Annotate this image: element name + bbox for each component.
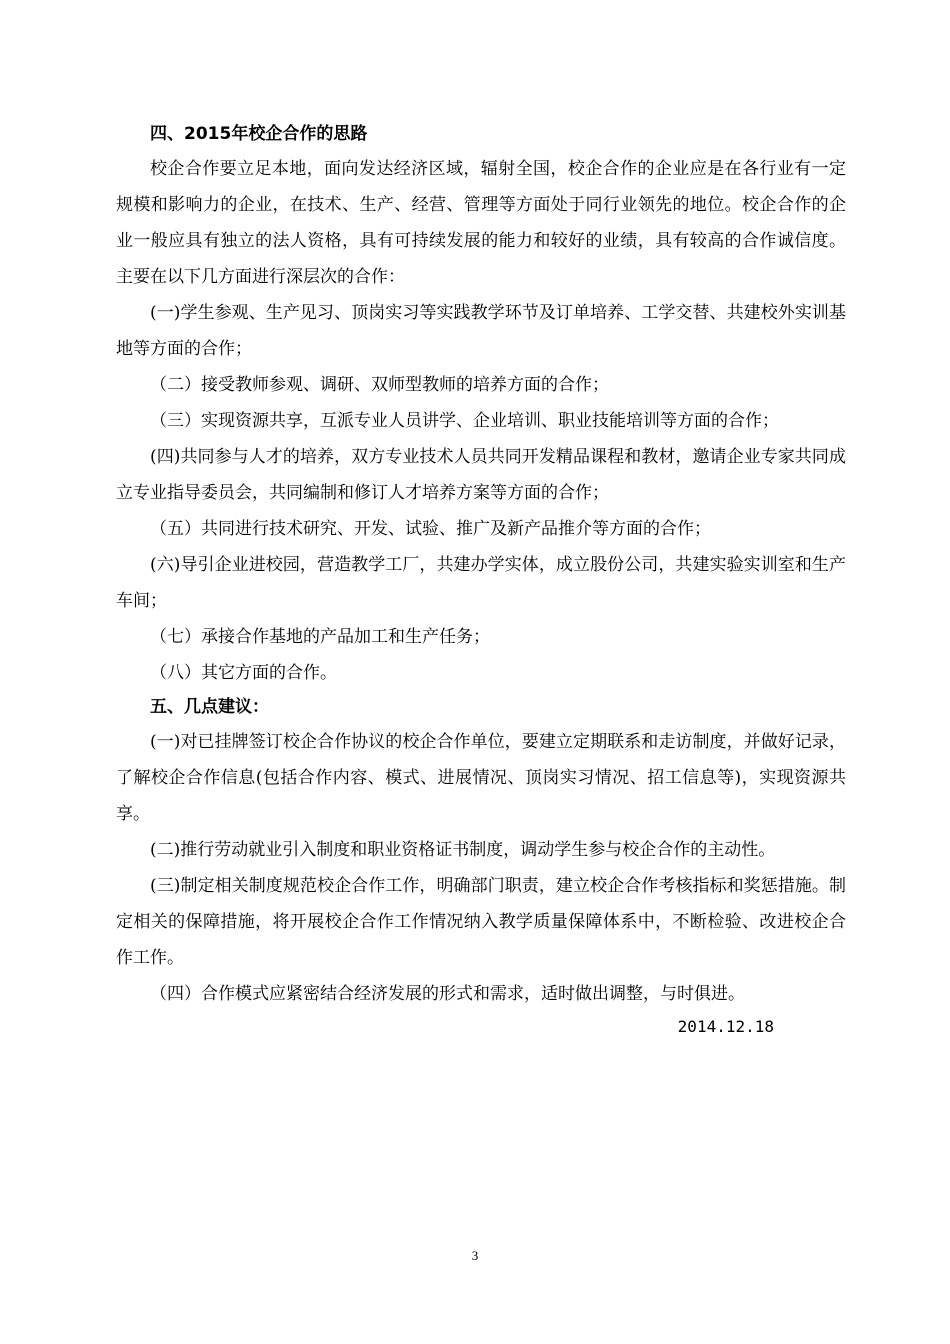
section-4-heading: 四、2015年校企合作的思路 bbox=[150, 124, 368, 144]
section-4-item-6: (六)导引企业进校园，营造教学工厂，共建办学实体，成立股份公司，共建实验实训室和生产车间； bbox=[116, 555, 846, 611]
section-4-item-4: (四)共同参与人才的培养，双方专业技术人员共同开发精品课程和教材，邀请企业专家共同成立专业指导委员会，共同编制和修订人才培养方案等方面的合作； bbox=[116, 447, 846, 503]
section-4-item-8: （八）其它方面的合作。 bbox=[150, 663, 337, 683]
section-5-item-2: (二)推行劳动就业引入制度和职业资格证书制度，调动学生参与校企合作的主动性。 bbox=[150, 840, 776, 860]
section-5-item-3: (三)制定相关制度规范校企合作工作，明确部门职责，建立校企合作考核指标和奖惩措施。制定相关的保障措施，将开展校企合作工作情况纳入教学质量保障体系中，不断检验、改进校企合作工作。 bbox=[116, 876, 846, 968]
section-4-item-1: (一)学生参观、生产见习、顶岗实习等实践教学环节及订单培养、工学交替、共建校外实训基地等方面的合作； bbox=[116, 303, 846, 359]
document-body bbox=[116, 118, 846, 1042]
section-5-item-1: (一)对已挂牌签订校企合作协议的校企合作单位，要建立定期联系和走访制度，并做好记录，了解校企合作信息(包括合作内容、模式、进展情况、顶岗实习情况、招工信息等)，实现资源共享。 bbox=[116, 732, 846, 824]
section-4-intro: 校企合作要立足本地，面向发达经济区域，辐射全国，校企合作的企业应是在各行业有一定规模和影响力的企业，在技术、生产、经营、管理等方面处于同行业领先的地位。校企合作的企业一般应具有独立的法人资格，具有可持续发展的能力和较好的业绩，具有较高的合作诚信度。主要在以下几方面进行深层次的合作： bbox=[116, 159, 846, 287]
section-5-heading: 五、几点建议： bbox=[150, 697, 269, 717]
page-number: 3 bbox=[471, 1248, 479, 1263]
document-date: 2014.12.18 bbox=[677, 1017, 774, 1036]
section-4-item-2: （二）接受教师参观、调研、双师型教师的培养方面的合作； bbox=[150, 375, 609, 395]
section-4-item-7: （七）承接合作基地的产品加工和生产任务； bbox=[150, 627, 490, 647]
section-5-item-4: （四）合作模式应紧密结合经济发展的形式和需求，适时做出调整，与时俱进。 bbox=[150, 984, 745, 1004]
section-4-item-3: （三）实现资源共享，互派专业人员讲学、企业培训、职业技能培训等方面的合作； bbox=[150, 411, 779, 431]
section-4-item-5: （五）共同进行技术研究、开发、试验、推广及新产品推介等方面的合作； bbox=[150, 519, 711, 539]
